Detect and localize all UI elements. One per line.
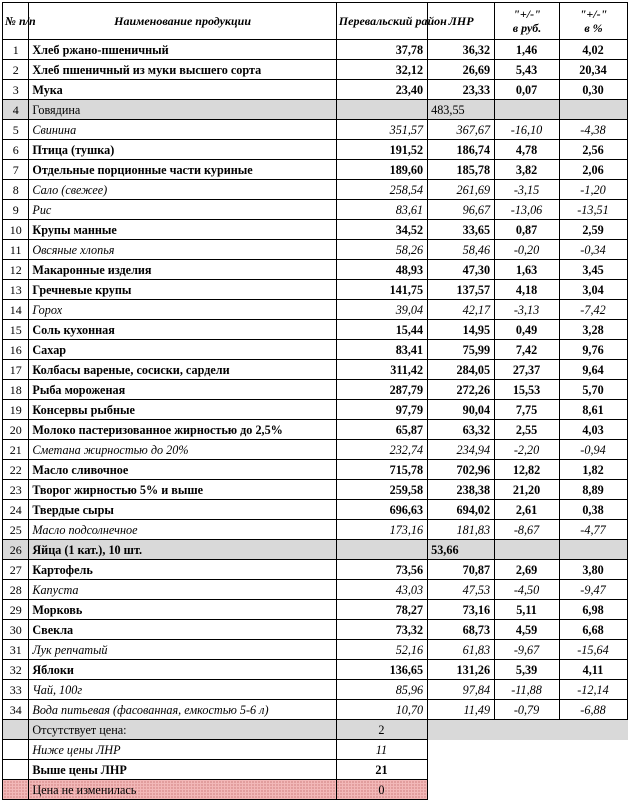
lnr-price: 186,74 xyxy=(428,140,495,160)
table-row xyxy=(3,420,628,440)
row-number: 16 xyxy=(3,340,29,360)
product-name: Консервы рыбные xyxy=(29,400,336,420)
table-row xyxy=(3,680,628,700)
lnr-price: 58,46 xyxy=(428,240,495,260)
lnr-price: 36,32 xyxy=(428,40,495,60)
diff-rub: -13,06 xyxy=(495,200,560,220)
diff-pct: 9,64 xyxy=(559,360,627,380)
diff-pct: -4,38 xyxy=(559,120,627,140)
lnr-price: 367,67 xyxy=(428,120,495,140)
table-row xyxy=(3,300,628,320)
region-price xyxy=(336,540,427,560)
table-row xyxy=(3,360,628,380)
summary-body xyxy=(3,720,628,800)
header-num: № п/п xyxy=(3,3,29,40)
row-number: 28 xyxy=(3,580,29,600)
product-name: Сахар xyxy=(29,340,336,360)
row-number: 8 xyxy=(3,180,29,200)
product-name: Горох xyxy=(29,300,336,320)
table-row xyxy=(3,480,628,500)
diff-pct xyxy=(559,540,627,560)
region-price: 39,04 xyxy=(336,300,427,320)
table-row xyxy=(3,280,628,300)
product-name: Сметана жирностью до 20% xyxy=(29,440,336,460)
empty-cell xyxy=(559,740,627,760)
product-name: Рис xyxy=(29,200,336,220)
summary-blank-cell xyxy=(3,720,29,740)
lnr-price: 694,02 xyxy=(428,500,495,520)
diff-rub: 4,78 xyxy=(495,140,560,160)
product-name: Творог жирностью 5% и выше xyxy=(29,480,336,500)
product-name: Сало (свежее) xyxy=(29,180,336,200)
diff-pct: 4,03 xyxy=(559,420,627,440)
diff-pct: 3,28 xyxy=(559,320,627,340)
table-row xyxy=(3,560,628,580)
lnr-price: 185,78 xyxy=(428,160,495,180)
row-number: 17 xyxy=(3,360,29,380)
diff-pct: 4,02 xyxy=(559,40,627,60)
region-price: 83,61 xyxy=(336,200,427,220)
summary-label: Отсутствует цена: xyxy=(29,720,336,740)
region-price: 258,54 xyxy=(336,180,427,200)
region-price: 43,03 xyxy=(336,580,427,600)
diff-pct: 0,38 xyxy=(559,500,627,520)
table-row xyxy=(3,220,628,240)
table-row xyxy=(3,640,628,660)
region-price: 73,56 xyxy=(336,560,427,580)
row-number: 20 xyxy=(3,420,29,440)
region-price: 78,27 xyxy=(336,600,427,620)
empty-cell xyxy=(559,720,627,740)
diff-pct: -13,51 xyxy=(559,200,627,220)
header-diff-pct-bottom: в % xyxy=(584,21,603,35)
product-name: Рыба мороженая xyxy=(29,380,336,400)
diff-pct: 1,82 xyxy=(559,460,627,480)
table-row xyxy=(3,260,628,280)
product-name: Яйца (1 кат.), 10 шт. xyxy=(29,540,336,560)
lnr-price: 97,84 xyxy=(428,680,495,700)
header-diff-pct xyxy=(559,3,627,40)
product-name: Вода питьевая (фасованная, емкостью 5-6 л) xyxy=(29,700,336,720)
diff-rub: 12,82 xyxy=(495,460,560,480)
table-row xyxy=(3,440,628,460)
lnr-price: 238,38 xyxy=(428,480,495,500)
region-price: 259,58 xyxy=(336,480,427,500)
region-price: 173,16 xyxy=(336,520,427,540)
region-price: 58,26 xyxy=(336,240,427,260)
diff-rub: 0,49 xyxy=(495,320,560,340)
header-diff-rub-top: "+/-" xyxy=(513,7,541,21)
empty-cell xyxy=(559,760,627,780)
table-row xyxy=(3,140,628,160)
row-number: 33 xyxy=(3,680,29,700)
product-name: Птица (тушка) xyxy=(29,140,336,160)
diff-rub: -0,20 xyxy=(495,240,560,260)
product-name: Масло сливочное xyxy=(29,460,336,480)
row-number: 14 xyxy=(3,300,29,320)
diff-pct: -6,88 xyxy=(559,700,627,720)
lnr-price: 181,83 xyxy=(428,520,495,540)
lnr-price: 53,66 xyxy=(428,540,495,560)
lnr-price: 68,73 xyxy=(428,620,495,640)
product-name: Макаронные изделия xyxy=(29,260,336,280)
product-name: Твердые сыры xyxy=(29,500,336,520)
row-number: 12 xyxy=(3,260,29,280)
region-price: 15,44 xyxy=(336,320,427,340)
lnr-price: 47,53 xyxy=(428,580,495,600)
lnr-price: 90,04 xyxy=(428,400,495,420)
product-name: Говядина xyxy=(29,100,336,120)
table-row xyxy=(3,40,628,60)
row-number: 3 xyxy=(3,80,29,100)
empty-cell xyxy=(495,720,560,740)
product-name: Хлеб пшеничный из муки высшего сорта xyxy=(29,60,336,80)
product-name: Гречневые крупы xyxy=(29,280,336,300)
region-price: 85,96 xyxy=(336,680,427,700)
diff-rub: -9,67 xyxy=(495,640,560,660)
diff-rub: 0,87 xyxy=(495,220,560,240)
diff-rub xyxy=(495,100,560,120)
region-price: 715,78 xyxy=(336,460,427,480)
summary-label: Цена не изменилась xyxy=(29,780,336,800)
row-number: 31 xyxy=(3,640,29,660)
diff-pct: 6,68 xyxy=(559,620,627,640)
product-name: Крупы манные xyxy=(29,220,336,240)
region-price: 83,41 xyxy=(336,340,427,360)
lnr-price: 75,99 xyxy=(428,340,495,360)
lnr-price: 61,83 xyxy=(428,640,495,660)
product-name: Яблоки xyxy=(29,660,336,680)
diff-rub: 7,42 xyxy=(495,340,560,360)
lnr-price: 70,87 xyxy=(428,560,495,580)
table-row xyxy=(3,520,628,540)
diff-pct: -4,77 xyxy=(559,520,627,540)
summary-row xyxy=(3,720,628,740)
diff-rub: -8,67 xyxy=(495,520,560,540)
region-price: 10,70 xyxy=(336,700,427,720)
region-price: 32,12 xyxy=(336,60,427,80)
row-number: 27 xyxy=(3,560,29,580)
region-price: 232,74 xyxy=(336,440,427,460)
row-number: 5 xyxy=(3,120,29,140)
diff-pct: -0,94 xyxy=(559,440,627,460)
price-comparison-sheet xyxy=(2,2,628,800)
region-price: 351,57 xyxy=(336,120,427,140)
row-number: 23 xyxy=(3,480,29,500)
diff-rub: 7,75 xyxy=(495,400,560,420)
table-row xyxy=(3,400,628,420)
empty-cell xyxy=(428,720,495,740)
table-row xyxy=(3,460,628,480)
diff-rub: 5,11 xyxy=(495,600,560,620)
diff-rub: -0,79 xyxy=(495,700,560,720)
table-row xyxy=(3,200,628,220)
region-price: 37,78 xyxy=(336,40,427,60)
lnr-price: 96,67 xyxy=(428,200,495,220)
lnr-price: 137,57 xyxy=(428,280,495,300)
diff-rub: 5,43 xyxy=(495,60,560,80)
header-diff-pct-top: "+/-" xyxy=(579,7,608,21)
product-name: Хлеб ржано-пшеничный xyxy=(29,40,336,60)
diff-pct: -7,42 xyxy=(559,300,627,320)
row-number: 6 xyxy=(3,140,29,160)
row-number: 15 xyxy=(3,320,29,340)
summary-value: 2 xyxy=(336,720,427,740)
region-price: 696,63 xyxy=(336,500,427,520)
lnr-price: 702,96 xyxy=(428,460,495,480)
row-number: 1 xyxy=(3,40,29,60)
lnr-price: 234,94 xyxy=(428,440,495,460)
summary-blank-cell xyxy=(3,780,29,800)
summary-blank-cell xyxy=(3,760,29,780)
lnr-price: 63,32 xyxy=(428,420,495,440)
diff-pct: 3,80 xyxy=(559,560,627,580)
table-row xyxy=(3,180,628,200)
empty-cell xyxy=(428,760,495,780)
header-diff-rub xyxy=(495,3,560,40)
diff-pct: 4,11 xyxy=(559,660,627,680)
region-price: 287,79 xyxy=(336,380,427,400)
product-name: Свекла xyxy=(29,620,336,640)
diff-rub: 2,55 xyxy=(495,420,560,440)
product-name: Отдельные порционные части куриные xyxy=(29,160,336,180)
region-price: 141,75 xyxy=(336,280,427,300)
lnr-price: 47,30 xyxy=(428,260,495,280)
row-number: 13 xyxy=(3,280,29,300)
empty-cell xyxy=(495,780,560,800)
diff-pct: 8,89 xyxy=(559,480,627,500)
region-price: 136,65 xyxy=(336,660,427,680)
table-row xyxy=(3,80,628,100)
product-name: Капуста xyxy=(29,580,336,600)
diff-rub: 2,69 xyxy=(495,560,560,580)
lnr-price: 261,69 xyxy=(428,180,495,200)
row-number: 30 xyxy=(3,620,29,640)
row-number: 25 xyxy=(3,520,29,540)
diff-pct: 20,34 xyxy=(559,60,627,80)
diff-pct: 3,45 xyxy=(559,260,627,280)
header-lnr: ЛНР xyxy=(428,3,495,40)
row-number: 32 xyxy=(3,660,29,680)
diff-rub: 5,39 xyxy=(495,660,560,680)
diff-rub: 0,07 xyxy=(495,80,560,100)
row-number: 29 xyxy=(3,600,29,620)
region-price: 48,93 xyxy=(336,260,427,280)
row-number: 24 xyxy=(3,500,29,520)
empty-cell xyxy=(428,740,495,760)
table-row xyxy=(3,620,628,640)
product-name: Морковь xyxy=(29,600,336,620)
product-name: Молоко пастеризованное жирностью до 2,5% xyxy=(29,420,336,440)
product-name: Свинина xyxy=(29,120,336,140)
diff-pct: 9,76 xyxy=(559,340,627,360)
row-number: 18 xyxy=(3,380,29,400)
product-name: Лук репчатый xyxy=(29,640,336,660)
diff-rub: -2,20 xyxy=(495,440,560,460)
table-row xyxy=(3,100,628,120)
lnr-price: 23,33 xyxy=(428,80,495,100)
table-row xyxy=(3,320,628,340)
empty-cell xyxy=(495,740,560,760)
table-row xyxy=(3,700,628,720)
row-number: 9 xyxy=(3,200,29,220)
summary-value: 0 xyxy=(336,780,427,800)
table-row xyxy=(3,60,628,80)
diff-pct: 5,70 xyxy=(559,380,627,400)
header-name: Наименование продукции xyxy=(29,3,336,40)
diff-rub: 21,20 xyxy=(495,480,560,500)
lnr-price: 14,95 xyxy=(428,320,495,340)
product-name: Масло подсолнечное xyxy=(29,520,336,540)
summary-row xyxy=(3,760,628,780)
region-price: 189,60 xyxy=(336,160,427,180)
diff-rub: 4,59 xyxy=(495,620,560,640)
diff-rub: -16,10 xyxy=(495,120,560,140)
lnr-price: 42,17 xyxy=(428,300,495,320)
product-name: Колбасы вареные, сосиски, сардели xyxy=(29,360,336,380)
diff-rub xyxy=(495,540,560,560)
table-row xyxy=(3,240,628,260)
row-number: 26 xyxy=(3,540,29,560)
row-number: 10 xyxy=(3,220,29,240)
summary-label: Ниже цены ЛНР xyxy=(29,740,336,760)
diff-pct: 2,56 xyxy=(559,140,627,160)
lnr-price: 11,49 xyxy=(428,700,495,720)
diff-rub: 1,46 xyxy=(495,40,560,60)
region-price: 73,32 xyxy=(336,620,427,640)
row-number: 11 xyxy=(3,240,29,260)
empty-cell xyxy=(428,780,495,800)
product-name: Соль кухонная xyxy=(29,320,336,340)
region-price xyxy=(336,100,427,120)
summary-value: 21 xyxy=(336,760,427,780)
row-number: 34 xyxy=(3,700,29,720)
summary-blank-cell xyxy=(3,740,29,760)
row-number: 21 xyxy=(3,440,29,460)
header-row xyxy=(3,3,628,40)
region-price: 311,42 xyxy=(336,360,427,380)
diff-pct: 2,06 xyxy=(559,160,627,180)
region-price: 34,52 xyxy=(336,220,427,240)
diff-rub: 27,37 xyxy=(495,360,560,380)
product-name: Овсяные хлопья xyxy=(29,240,336,260)
region-price: 52,16 xyxy=(336,640,427,660)
summary-row xyxy=(3,780,628,800)
row-number: 22 xyxy=(3,460,29,480)
lnr-price: 131,26 xyxy=(428,660,495,680)
table-row xyxy=(3,600,628,620)
diff-pct: 8,61 xyxy=(559,400,627,420)
product-name: Чай, 100г xyxy=(29,680,336,700)
diff-rub: 15,53 xyxy=(495,380,560,400)
diff-pct: 0,30 xyxy=(559,80,627,100)
lnr-price: 73,16 xyxy=(428,600,495,620)
lnr-price: 272,26 xyxy=(428,380,495,400)
table-row xyxy=(3,540,628,560)
product-name: Картофель xyxy=(29,560,336,580)
summary-row xyxy=(3,740,628,760)
table-row xyxy=(3,160,628,180)
row-number: 4 xyxy=(3,100,29,120)
diff-pct: 3,04 xyxy=(559,280,627,300)
region-price: 191,52 xyxy=(336,140,427,160)
empty-cell xyxy=(559,780,627,800)
lnr-price: 26,69 xyxy=(428,60,495,80)
diff-rub: 1,63 xyxy=(495,260,560,280)
lnr-price: 33,65 xyxy=(428,220,495,240)
diff-rub: -4,50 xyxy=(495,580,560,600)
summary-label: Выше цены ЛНР xyxy=(29,760,336,780)
row-number: 7 xyxy=(3,160,29,180)
diff-rub: 3,82 xyxy=(495,160,560,180)
lnr-price: 284,05 xyxy=(428,360,495,380)
region-price: 97,79 xyxy=(336,400,427,420)
summary-value: 11 xyxy=(336,740,427,760)
diff-pct: 6,98 xyxy=(559,600,627,620)
diff-pct: -0,34 xyxy=(559,240,627,260)
diff-pct: -12,14 xyxy=(559,680,627,700)
table-row xyxy=(3,340,628,360)
lnr-price: 483,55 xyxy=(428,100,495,120)
header-region: Перевальский район xyxy=(336,3,427,40)
row-number: 2 xyxy=(3,60,29,80)
table-row xyxy=(3,500,628,520)
table-row xyxy=(3,380,628,400)
diff-rub: -3,15 xyxy=(495,180,560,200)
diff-pct: -9,47 xyxy=(559,580,627,600)
table-row xyxy=(3,120,628,140)
diff-pct: -1,20 xyxy=(559,180,627,200)
region-price: 65,87 xyxy=(336,420,427,440)
table-row xyxy=(3,660,628,680)
diff-rub: -11,88 xyxy=(495,680,560,700)
row-number: 19 xyxy=(3,400,29,420)
diff-pct xyxy=(559,100,627,120)
product-name: Мука xyxy=(29,80,336,100)
diff-pct: -15,64 xyxy=(559,640,627,660)
region-price: 23,40 xyxy=(336,80,427,100)
table-body xyxy=(3,40,628,720)
diff-rub: 4,18 xyxy=(495,280,560,300)
diff-pct: 2,59 xyxy=(559,220,627,240)
diff-rub: -3,13 xyxy=(495,300,560,320)
header-diff-rub-bottom: в руб. xyxy=(512,21,542,35)
diff-rub: 2,61 xyxy=(495,500,560,520)
empty-cell xyxy=(495,760,560,780)
price-table xyxy=(2,2,628,800)
table-row xyxy=(3,580,628,600)
